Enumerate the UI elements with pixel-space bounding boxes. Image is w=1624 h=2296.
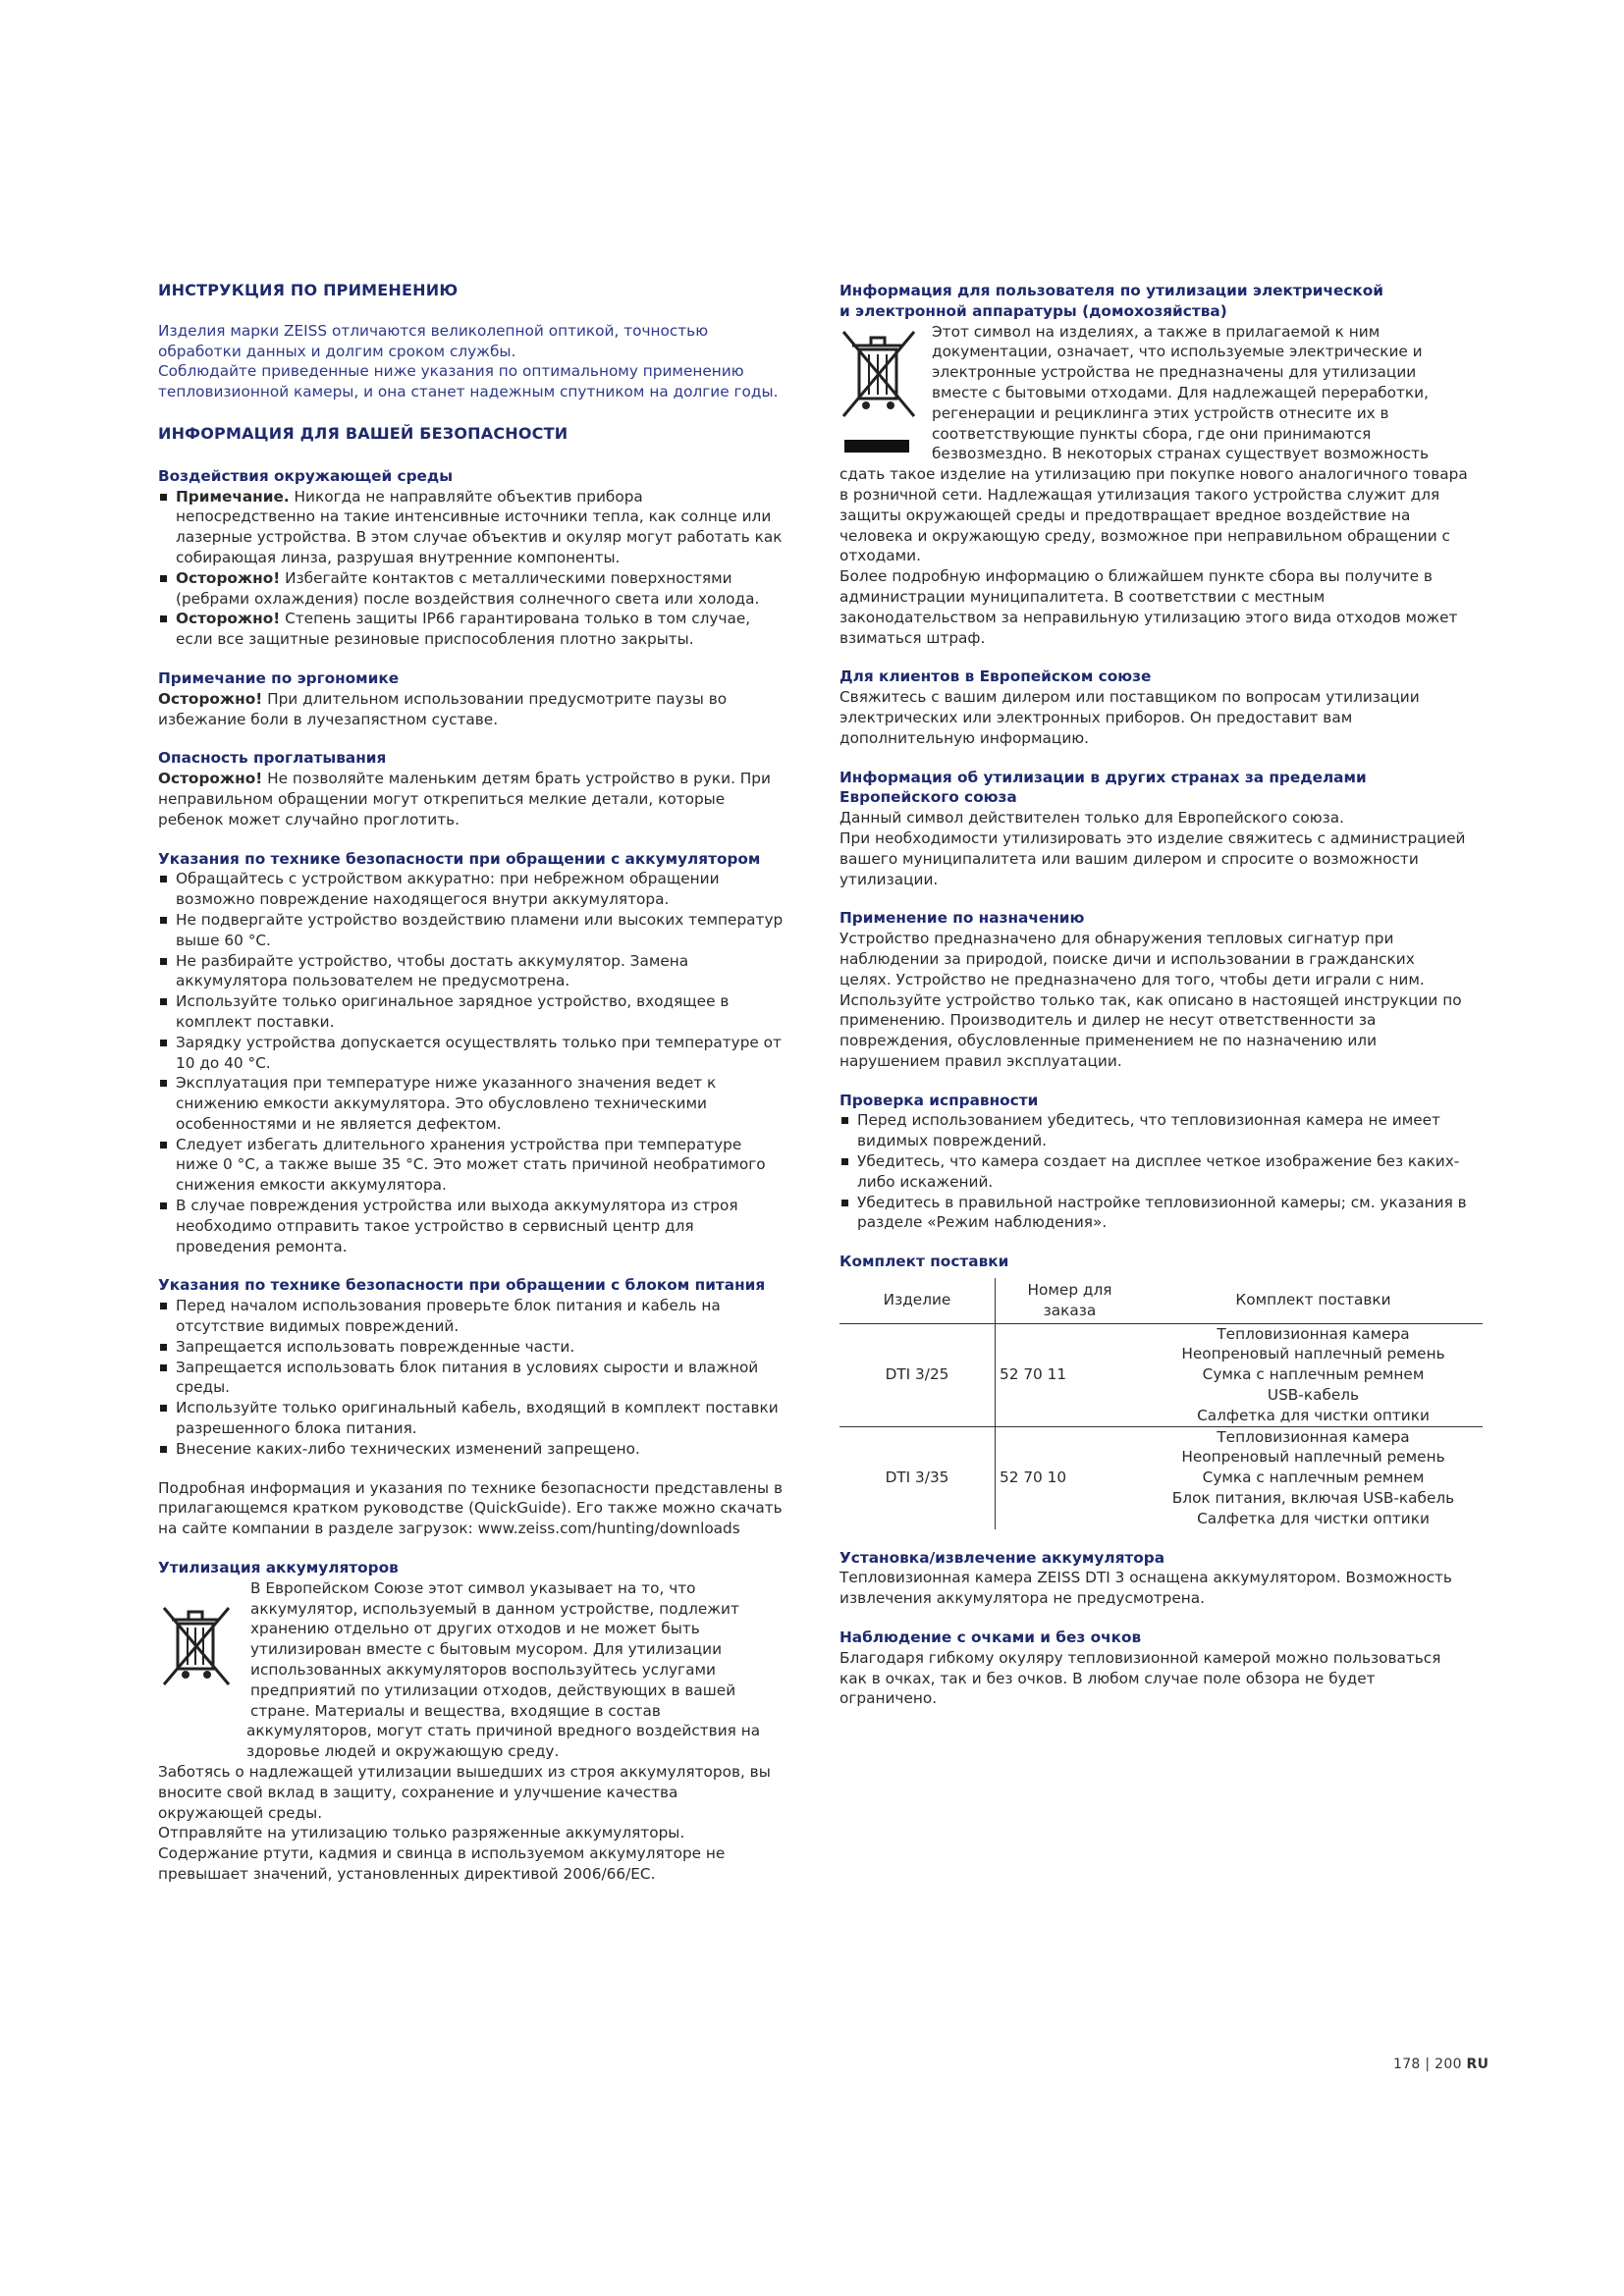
glasses-heading: Наблюдение с очками и без очков bbox=[839, 1629, 1142, 1647]
product-cell: DTI 3/25 bbox=[839, 1323, 996, 1426]
right-column bbox=[839, 281, 1468, 1709]
non-eu-paragraph-2: При необходимости утилизировать это изделие свяжитесь с администрацией вашего муниципалитета или вашим дилером и спросите о возможности утилизации. bbox=[839, 828, 1466, 888]
swallowing-text bbox=[158, 769, 786, 829]
column-header-kit: Комплект поставки bbox=[1144, 1278, 1483, 1323]
note-label: Примечание. bbox=[176, 487, 290, 506]
list-item: Зарядку устройства допускается осуществлять только при температуре от 10 до 40 °C. bbox=[158, 1033, 786, 1074]
section-kit bbox=[839, 1252, 1468, 1528]
battery-safety-list bbox=[158, 869, 786, 1256]
section-eu bbox=[839, 667, 1468, 748]
list-item: Запрещается использовать блок питания в условиях сырости и влажной среды. bbox=[158, 1358, 786, 1399]
paragraph-text: При длительном использовании предусмотрите паузы во избежание боли в лучезапястном суставе. bbox=[158, 689, 728, 728]
list-item bbox=[158, 568, 786, 610]
product-cell: DTI 3/35 bbox=[885, 1468, 949, 1487]
battery-safety-heading: Указания по технике безопасности при обращении с аккумулятором bbox=[158, 849, 761, 868]
list-item: Не подвергайте устройство воздействию пламени или высоких температур выше 60 °C. bbox=[158, 910, 786, 951]
disposal-paragraph-4: Содержание ртути, кадмия и свинца в используемом аккумуляторе не превышает значений, установленных директивой 2006/66/EC. bbox=[158, 1844, 726, 1883]
weee-text: Этот символ на изделиях, а также в прилагаемой к ним документации, означает, что используемые электрические и электронные устройства не предназначены для утилизации вместе с бытовыми отходами. Для надлежащей переработки, регенерации и рециклинга этих устройств отнесите их в соответствующие пункты сбора, где они принимаются безвозмездно. В некоторых странах существует возможность сдать такое изделие на утилизацию при покупке нового аналогичного товара в розничной сети. Надлежащая утилизация такого устройства служит для защиты окружающей среды и предотвращает вредное воздействие на человека и окружающую среду, возможное при неправильном обращении с отходами. bbox=[839, 322, 1468, 565]
table-row bbox=[839, 1426, 1483, 1528]
disposal-paragraph-2: Заботясь о надлежащей утилизации вышедших из строя аккумуляторов, вы вносите свой вклад в защиту, сохранение и улучшение качества окружающей среды. bbox=[158, 1763, 771, 1822]
page-number: 178 | 200 RU bbox=[1393, 2056, 1489, 2072]
column-header-product: Изделие bbox=[839, 1278, 996, 1323]
non-eu-heading: Информация об утилизации в других странах за пределами Европейского союза bbox=[839, 768, 1367, 807]
check-heading: Проверка исправности bbox=[839, 1091, 1039, 1109]
battery-disposal-heading: Утилизация аккумуляторов bbox=[158, 1559, 399, 1577]
section-non-eu bbox=[839, 768, 1468, 890]
table-header-row bbox=[839, 1278, 1483, 1323]
ergonomics-heading: Примечание по эргономике bbox=[158, 668, 400, 687]
list-item: В случае повреждения устройства или выхода аккумулятора из строя необходимо отправить такое устройство в сервисный центр для проведения ремонта. bbox=[158, 1196, 786, 1256]
swallowing-heading: Опасность проглатывания bbox=[158, 749, 387, 768]
purpose-text: Устройство предназначено для обнаружения тепловых сигнатур при наблюдении за природой, поиске дичи и использовании в гражданских целях. Устройство не предназначено для того, чтобы дети играли с ним. Используйте устройство только так, как описано в настоящей инструкции по применению. Производитель и дилер не несут ответственности за повреждения, обусловленные применением не по назначению или нарушением правил эксплуатации. bbox=[839, 930, 1462, 1070]
list-item: Не разбирайте устройство, чтобы достать аккумулятор. Замена аккумулятора пользователем не предусмотрена. bbox=[158, 951, 786, 992]
check-list bbox=[839, 1110, 1468, 1233]
section-battery-safety bbox=[158, 849, 786, 1257]
disposal-wrap-text: В Европейском Союзе этот символ указывает на то, что аккумулятор, используемый в данном устройстве, подлежит хранению отдельно от других отходов и не может быть утилизирован вместе с бытовым мусором. Для утилизации использованных аккумуляторов воспользуйтесь услугами предприятий по утилизации отходов, действующих в вашей стране. Материалы и вещества, входящие в состав аккумуляторов, могут стать причиной вредного воздействия на здоровье людей и окружающую среду. bbox=[246, 1578, 761, 1761]
list-item: Запрещается использовать поврежденные части. bbox=[158, 1337, 786, 1358]
weee-black-bar bbox=[844, 440, 909, 453]
non-eu-paragraph-1: Данный символ действителен только для Европейского союза. bbox=[839, 809, 1345, 828]
table-row bbox=[839, 1323, 1483, 1426]
crossed-bin-icon bbox=[158, 1598, 242, 1716]
kit-item: Салфетка для чистки оптики bbox=[1197, 1509, 1430, 1527]
list-item: Обращайтесь с устройством аккуратно: при небрежном обращении возможно повреждение находящегося внутри аккумулятора. bbox=[158, 869, 786, 910]
kit-table bbox=[839, 1278, 1483, 1529]
kit-item: Тепловизионная камера bbox=[1217, 1427, 1410, 1446]
weee-paragraph-2: Более подробную информацию о ближайшем пункте сбора вы получите в администрации муниципалитета. В соответствии с местным законодательством за неправильную утилизацию этого вида отходов может взиматься штраф. bbox=[839, 567, 1458, 647]
caution-label: Осторожно! bbox=[176, 610, 281, 628]
intro-paragraph-2: Соблюдайте приведенные ниже указания по оптимальному применению тепловизионной камеры, и она станет надежным спутником на долгие годы. bbox=[158, 362, 779, 401]
ergonomics-text bbox=[158, 689, 786, 730]
caution-label: Осторожно! bbox=[176, 568, 281, 587]
section-swallowing bbox=[158, 748, 786, 829]
psu-safety-list bbox=[158, 1296, 786, 1459]
section-install-battery bbox=[839, 1548, 1468, 1609]
install-battery-text: Тепловизионная камера ZEISS DTI 3 оснащена аккумулятором. Возможность извлечения аккумулятора не предусмотрена. bbox=[839, 1569, 1452, 1608]
kit-item: Сумка с наплечным ремнем bbox=[1202, 1468, 1425, 1487]
list-item: Убедитесь в правильной настройке тепловизионной камеры; см. указания в разделе «Режим наблюдения». bbox=[839, 1193, 1468, 1234]
kit-item: Неопреновый наплечный ремень bbox=[1181, 1345, 1445, 1363]
list-item-text: Степень защиты IP66 гарантирована только в том случае, если все защитные резиновые приспособления плотно закрыты. bbox=[176, 610, 751, 649]
total-pages: 200 bbox=[1435, 2056, 1462, 2072]
kit-item: USB-кабель bbox=[1267, 1386, 1360, 1405]
list-item: Убедитесь, что камера создает на дисплее четкое изображение без каких-либо искажений. bbox=[839, 1151, 1468, 1193]
install-battery-heading: Установка/извлечение аккумулятора bbox=[839, 1548, 1165, 1567]
disposal-wrap bbox=[158, 1578, 786, 1762]
list-item: Используйте только оригинальный кабель, входящий в комплект поставки разрешенного блока питания. bbox=[158, 1398, 786, 1439]
kit-item: Неопреновый наплечный ремень bbox=[1181, 1448, 1445, 1467]
weee-heading: Информация для пользователя по утилизации электрической и электронной аппаратуры (домохозяйства) bbox=[839, 282, 1383, 320]
section-weee bbox=[839, 281, 1468, 648]
more-info-paragraph: Подробная информация и указания по технике безопасности представлены в прилагающемся кратком руководстве (QuickGuide). Его также можно скачать на сайте компании в разделе загрузок: www.zeiss.com/hunting/downloads bbox=[158, 1478, 784, 1538]
kit-cell bbox=[1144, 1426, 1483, 1528]
language-code: RU bbox=[1466, 2056, 1489, 2072]
section-glasses bbox=[839, 1628, 1468, 1709]
weee-crossed-bin-icon bbox=[839, 322, 923, 454]
left-column bbox=[158, 281, 786, 1885]
list-item: Следует избегать длительного хранения устройства при температуре ниже 0 °C, а также выше 35 °C. Это может стать причиной необратимого снижения емкости аккумулятора. bbox=[158, 1135, 786, 1196]
document-title: ИНСТРУКЦИЯ ПО ПРИМЕНЕНИЮ bbox=[158, 281, 459, 299]
section-check bbox=[839, 1091, 1468, 1234]
section-battery-disposal bbox=[158, 1558, 786, 1885]
list-item: Перед началом использования проверьте блок питания и кабель на отсутствие видимых повреждений. bbox=[158, 1296, 786, 1337]
list-item-text: Избегайте контактов с металлическими поверхностями (ребрами охлаждения) после воздействия солнечного света или холода. bbox=[176, 568, 760, 608]
purpose-heading: Применение по назначению bbox=[839, 909, 1085, 928]
section-psu-safety bbox=[158, 1275, 786, 1459]
glasses-text: Благодаря гибкому окуляру тепловизионной камерой можно пользоваться как в очках, так и без очков. В любом случае поле обзора не будет ограничено. bbox=[839, 1648, 1441, 1708]
kit-cell bbox=[1144, 1323, 1483, 1426]
list-item: Перед использованием убедитесь, что тепловизионная камера не имеет видимых повреждений. bbox=[839, 1110, 1468, 1151]
intro-paragraph-1: Изделия марки ZEISS отличаются великолепной оптикой, точностью обработки данных и долгим сроком службы. bbox=[158, 321, 709, 360]
section-purpose bbox=[839, 908, 1468, 1071]
eu-heading: Для клиентов в Европейском союзе bbox=[839, 667, 1152, 686]
section-environment bbox=[158, 466, 786, 650]
psu-safety-heading: Указания по технике безопасности при обращении с блоком питания bbox=[158, 1276, 766, 1295]
eu-text: Свяжитесь с вашим дилером или поставщиком по вопросам утилизации электрических или электронных приборов. Он предоставит вам дополнительную информацию. bbox=[839, 688, 1420, 747]
order-cell: 52 70 11 bbox=[996, 1323, 1145, 1426]
disposal-paragraph-3: Отправляйте на утилизацию только разряженные аккумуляторы. bbox=[158, 1824, 685, 1842]
kit-item: Сумка с наплечным ремнем bbox=[1202, 1365, 1425, 1384]
environment-list bbox=[158, 487, 786, 650]
weee-body bbox=[839, 322, 1468, 649]
current-page: 178 bbox=[1393, 2056, 1421, 2072]
caution-label: Осторожно! bbox=[158, 770, 263, 788]
kit-item: Блок питания, включая USB-кабель bbox=[1171, 1489, 1455, 1508]
environment-heading: Воздействия окружающей среды bbox=[158, 466, 454, 485]
section-ergonomics bbox=[158, 668, 786, 729]
kit-item: Салфетка для чистки оптики bbox=[1197, 1406, 1430, 1424]
list-item: Эксплуатация при температуре ниже указанного значения ведет к снижению емкости аккумулятора. Это обусловлено техническими особенностями и не является дефектом. bbox=[158, 1073, 786, 1134]
kit-heading: Комплект поставки bbox=[839, 1253, 1009, 1271]
list-item-text: Никогда не направляйте объектив прибора непосредственно на такие интенсивные источники тепла, как солнце или лазерные устройства. В этом случае объектив и окуляр могут работать как собирающая линза, разрушая внутренние компоненты. bbox=[176, 487, 783, 566]
column-header-order: Номер для заказа bbox=[996, 1278, 1145, 1323]
paragraph-text: Не позволяйте маленьким детям брать устройство в руки. При неправильном обращении могут открепиться мелкие детали, которые ребенок может случайно проглотить. bbox=[158, 770, 771, 828]
caution-label: Осторожно! bbox=[158, 689, 263, 708]
kit-item: Тепловизионная камера bbox=[1217, 1324, 1410, 1343]
list-item: Внесение каких-либо технических изменений запрещено. bbox=[158, 1439, 786, 1460]
list-item: Используйте только оригинальное зарядное устройство, входящее в комплект поставки. bbox=[158, 991, 786, 1033]
order-cell: 52 70 10 bbox=[996, 1426, 1145, 1528]
list-item bbox=[158, 487, 786, 568]
list-item bbox=[158, 609, 786, 650]
safety-title: ИНФОРМАЦИЯ ДЛЯ ВАШЕЙ БЕЗОПАСНОСТИ bbox=[158, 423, 568, 443]
